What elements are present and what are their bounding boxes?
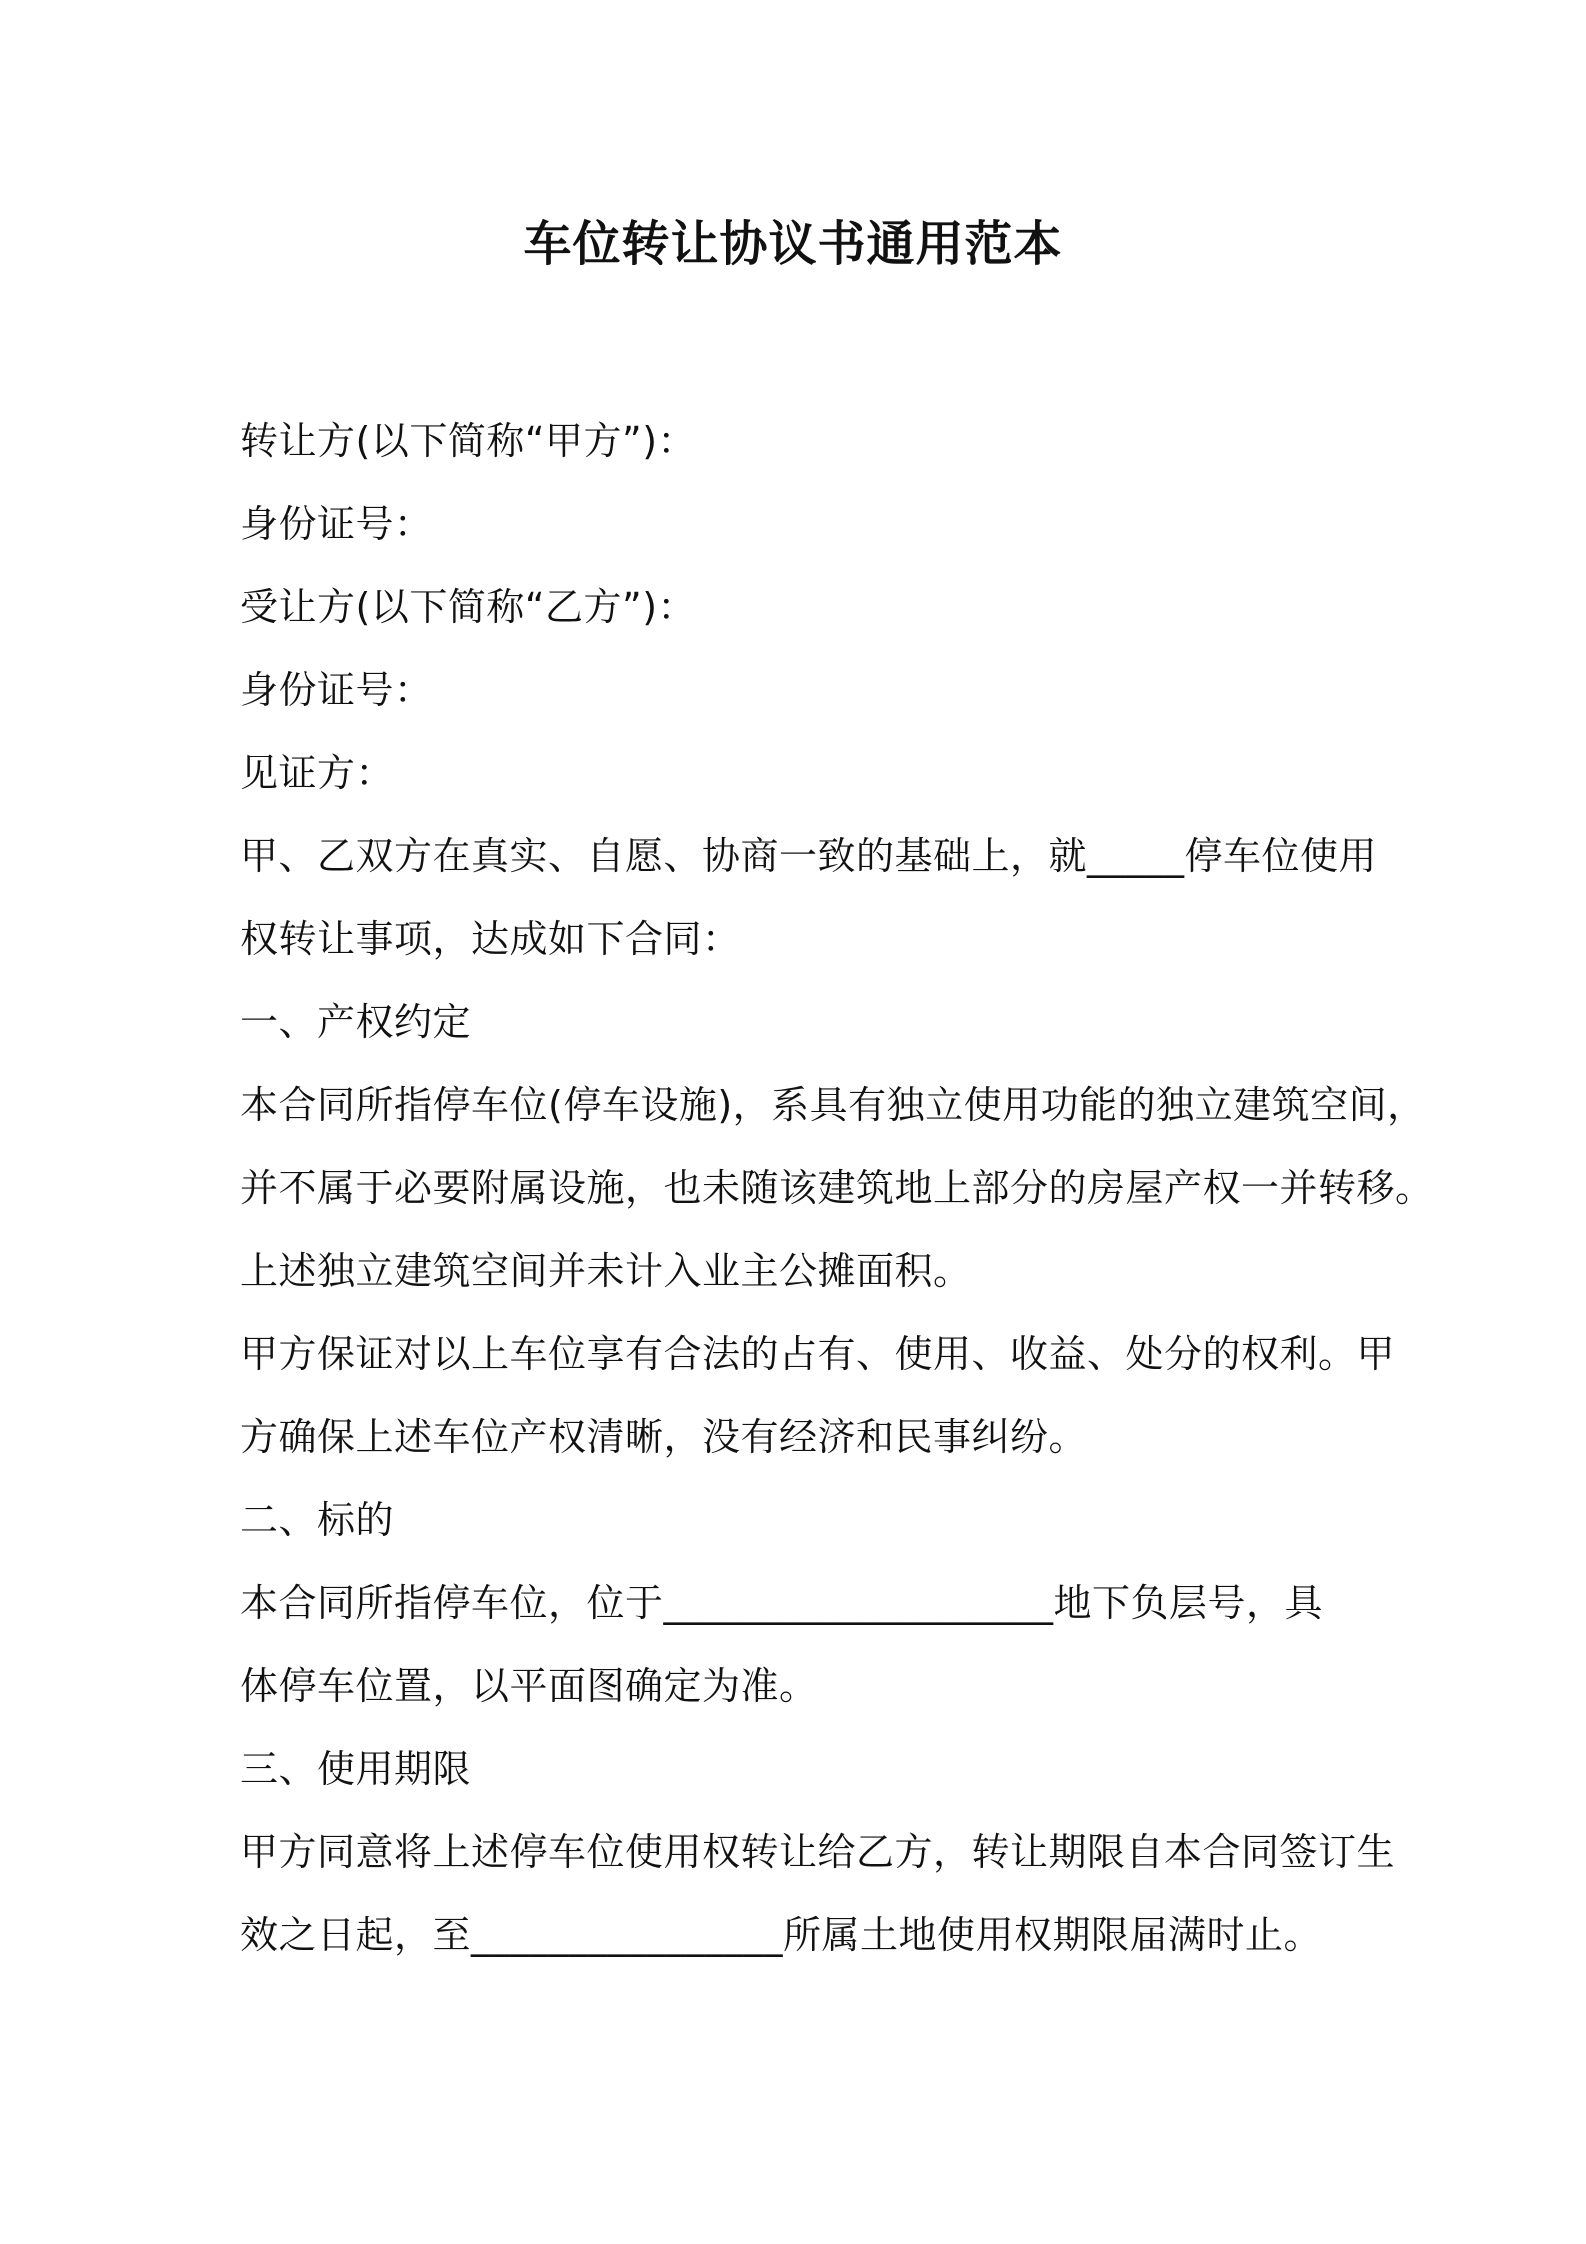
section-heading-ownership: 一、产权约定 (240, 1000, 472, 1044)
transferee-id-line: 身份证号： (240, 668, 433, 712)
transferor-line: 转让方(以下简称“甲方”)： (240, 419, 697, 463)
transferee-line: 受让方(以下简称“乙方”)： (240, 585, 697, 629)
witness-line: 见证方： (240, 751, 395, 795)
document-body (240, 400, 1434, 1977)
preamble-line-1: 甲、乙双方在真实、自愿、协商一致的基础上，就_____停车位使用 (240, 834, 1378, 878)
section-heading-subject: 二、标的 (240, 1498, 395, 1542)
subject-paragraph-line-1: 本合同所指停车位，位于____________________地下负层号，具 (240, 1581, 1324, 1625)
term-paragraph-line-1: 甲方同意将上述停车位使用权转让给乙方，转让期限自本合同签订生 (240, 1830, 1396, 1874)
preamble-line-2: 权转让事项，达成如下合同： (240, 917, 741, 961)
ownership-paragraph-line-3: 上述独立建筑空间并未计入业主公摊面积。 (240, 1249, 972, 1293)
document-title: 车位转让协议书通用范本 (523, 216, 1063, 272)
subject-paragraph-line-2: 体停车位置，以平面图确定为准。 (240, 1664, 818, 1708)
ownership-paragraph-line-1: 本合同所指停车位(停车设施)，系具有独立使用功能的独立建筑空间， (240, 1083, 1426, 1127)
section-heading-term: 三、使用期限 (240, 1747, 472, 1791)
term-paragraph-line-2: 效之日起，至________________所属土地使用权期限届满时止。 (240, 1913, 1323, 1957)
ownership-paragraph-line-2: 并不属于必要附属设施，也未随该建筑地上部分的房屋产权一并转移。 (240, 1166, 1434, 1210)
guarantee-paragraph-line-1: 甲方保证对以上车位享有合法的占有、使用、收益、处分的权利。甲 (240, 1332, 1396, 1376)
transferor-id-line: 身份证号： (240, 502, 433, 546)
guarantee-paragraph-line-2: 方确保上述车位产权清晰，没有经济和民事纠纷。 (240, 1415, 1088, 1459)
